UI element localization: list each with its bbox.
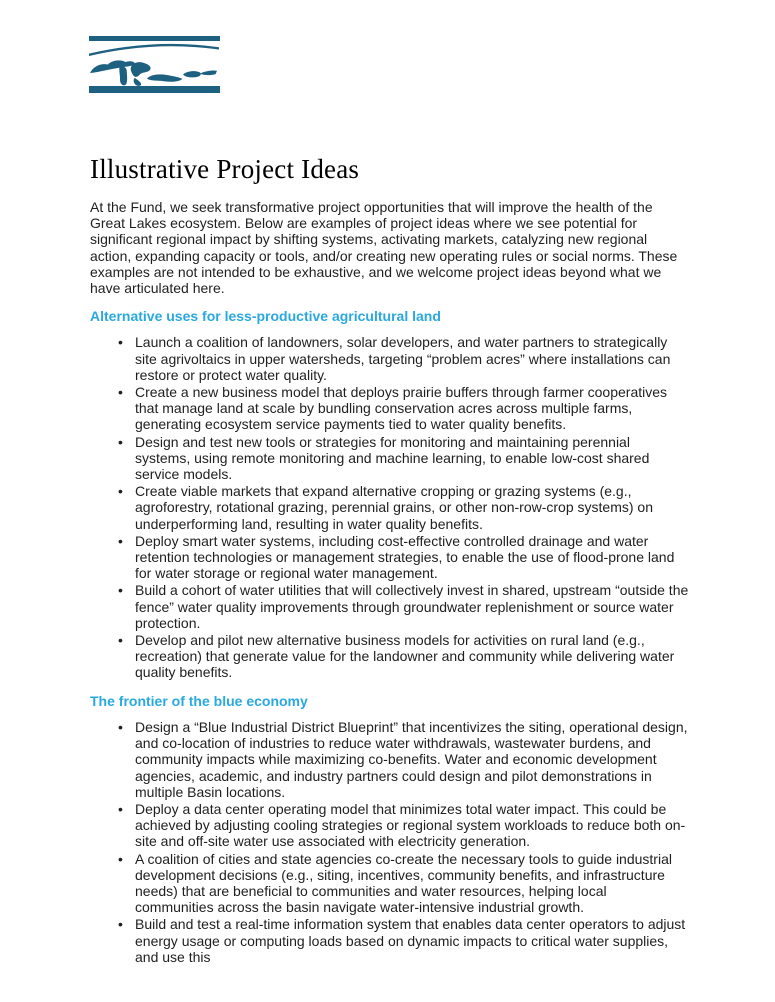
great-lakes-fund-logo-icon	[89, 36, 220, 93]
list-item	[90, 582, 689, 631]
list-item-text: Build a cohort of water utilities that will collectively invest in shared, upstream “outside the fence” water quality improvements through groundwater replenishment or source water protection.	[135, 582, 689, 631]
bullet-list-blue-economy	[90, 719, 689, 965]
list-item	[90, 801, 689, 850]
list-item	[90, 533, 689, 582]
list-item-text: Create viable markets that expand alternative cropping or grazing systems (e.g., agroforestry, rotational grazing, perennial grains, or other non-row-crop systems) on underperforming land, resulting in water quality benefits.	[135, 483, 653, 532]
list-item-text: Build and test a real-time information system that enables data center operators to adjust energy usage or computing loads based on dynamic impacts to critical water supplies, and use this	[135, 916, 686, 965]
list-item-text: A coalition of cities and state agencies co-create the necessary tools to guide industrial development decisions (e.g., siting, incentives, community benefits, and infrastructure needs) that are beneficial to communities and water resources, helping local communities across the basin navigate water-intensive industrial growth.	[135, 850, 672, 916]
list-item	[90, 719, 689, 800]
list-item-text: Design a “Blue Industrial District Blueprint” that incentivizes the siting, operational design, and co-location of industries to reduce water withdrawals, wastewater burdens, and community impacts while maximizing co-benefits. Water and economic development agencies, academic, and industry partners could design and pilot demonstrations in multiple Basin locations.	[135, 718, 688, 800]
list-item-text: Create a new business model that deploys prairie buffers through farmer cooperatives that manage land at scale by bundling conservation acres across multiple farms, generating ecosystem service payments tied to water quality benefits.	[135, 384, 668, 433]
section-heading-agricultural-land: Alternative uses for less-productive agricultural land	[90, 308, 441, 325]
list-item	[90, 483, 689, 532]
section-heading-blue-economy: The frontier of the blue economy	[90, 692, 308, 709]
list-item-text: Deploy a data center operating model that minimizes total water impact. This could be achieved by adjusting cooling strategies or regional system workloads to reduce both on-site and off-site water use associated with electricity generation.	[135, 800, 686, 850]
list-item	[90, 851, 689, 916]
list-item	[90, 434, 689, 483]
list-item-text: Deploy smart water systems, including cost-effective controlled drainage and water retention technologies or management strategies, to enable the use of flood-prone land for water storage or regional water management.	[135, 532, 675, 582]
page-title: Illustrative Project Ideas	[90, 154, 360, 184]
list-item-text: Launch a coalition of landowners, solar developers, and water partners to strategically site agrivoltaics in upper watersheds, targeting “problem acres” where installations can restore or protect water quality.	[135, 334, 671, 383]
list-item	[90, 384, 689, 433]
list-item-text: Design and test new tools or strategies for monitoring and maintaining perennial systems, using remote monitoring and machine learning, to enable low-cost shared service models.	[135, 433, 650, 483]
list-item	[90, 334, 689, 383]
document-body	[90, 153, 689, 966]
list-item	[90, 632, 689, 681]
intro-paragraph: At the Fund, we seek transformative project opportunities that will improve the health of the Great Lakes ecosystem. Below are examples of project ideas where we see potential for significant regional impact by shifting systems, activating markets, catalyzing new regional action, expanding capacity or tools, and/or creating new operating rules or social norms. These examples are not intended to be exhaustive, and we welcome project ideas beyond what we have articulated here.	[90, 199, 678, 297]
list-item	[90, 916, 689, 965]
bullet-list-agricultural-land	[90, 334, 689, 680]
list-item-text: Develop and pilot new alternative business models for activities on rural land (e.g., recreation) that generate value for the landowner and community while delivering water quality benefits.	[135, 632, 675, 681]
